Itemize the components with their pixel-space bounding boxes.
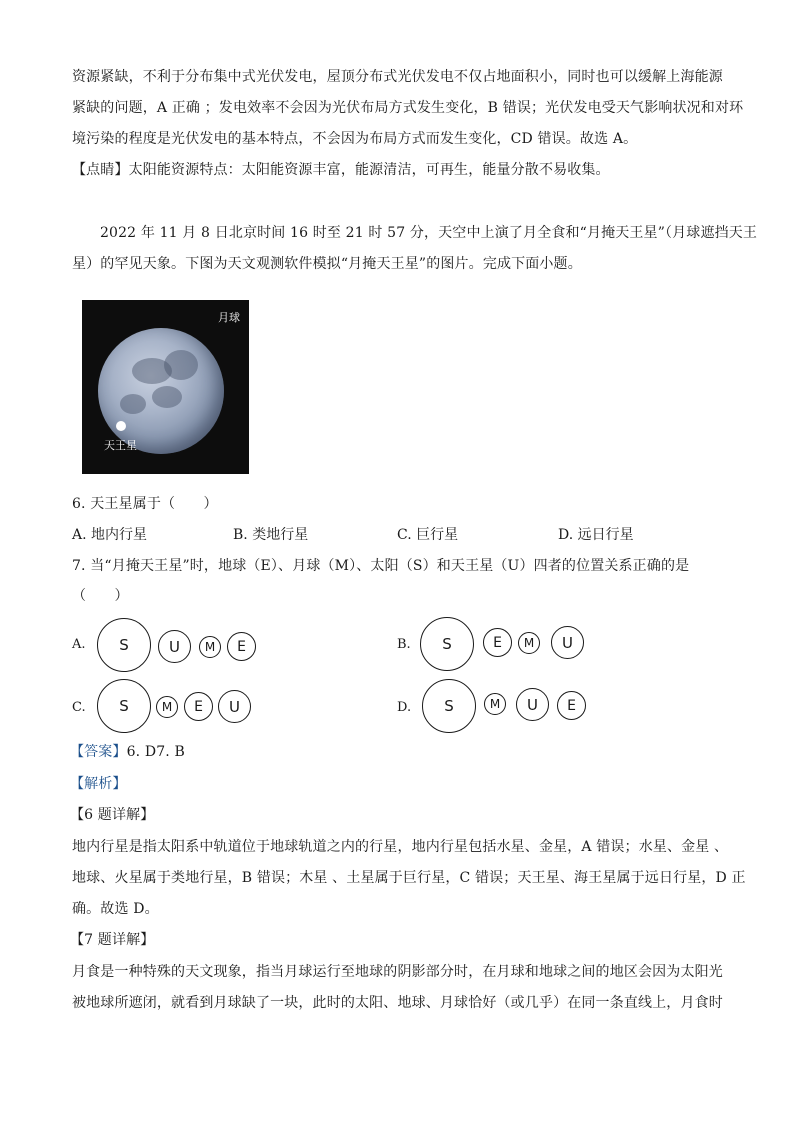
paragraph-line: 境污染的程度是光伏发电的基本特点，不会因为布局方式而发生变化，CD 错误。故选 A。 bbox=[72, 131, 638, 147]
earth-circle: E bbox=[483, 628, 512, 657]
sun-circle: S bbox=[422, 679, 476, 733]
q7-detail-line: 月食是一种特殊的天文现象，指当月球运行至地球的阴影部分时，在月球和地球之间的地区会因为太阳光 bbox=[72, 964, 723, 980]
uranus-label: 天王星 bbox=[104, 439, 137, 452]
tip-text: 太阳能资源特点：太阳能资源丰富，能源清洁，可再生，能量分散不易收集。 bbox=[128, 162, 610, 178]
q6-detail-label: 【6 题详解】 bbox=[70, 807, 155, 823]
answer-line bbox=[70, 743, 185, 761]
q7-option-d-label: D. bbox=[397, 700, 412, 715]
moon-circle: M bbox=[484, 693, 506, 715]
q6-options bbox=[72, 526, 732, 544]
intro-line: 2022 年 11 月 8 日北京时间 16 时至 21 时 57 分，天空中上演了月全食和“月掩天王星”（月球遮挡天王 bbox=[100, 225, 758, 241]
moon-circle: M bbox=[518, 632, 540, 654]
q7-stem: 7. 当“月掩天王星”时，地球（E）、月球（M）、太阳（S）和天王星（U）四者的位置关系正确的是 bbox=[72, 558, 690, 574]
intro-line: 星）的罕见天象。下图为天文观测软件模拟“月掩天王星”的图片。完成下面小题。 bbox=[72, 256, 582, 272]
q7-detail-line: 被地球所遮闭，就看到月球缺了一块，此时的太阳、地球、月球恰好（或几乎）在同一条直线上，月食时 bbox=[72, 995, 723, 1011]
q7-detail-label: 【7 题详解】 bbox=[70, 932, 155, 948]
q7-option-c-label: C. bbox=[72, 700, 86, 715]
moon-uranus-photo bbox=[82, 300, 249, 474]
answer-label: 【答案】 bbox=[70, 744, 127, 760]
moon-circle: M bbox=[156, 696, 178, 718]
earth-circle: E bbox=[227, 632, 256, 661]
moon-circle: M bbox=[199, 636, 221, 658]
q7-stem-bracket: （ ） bbox=[72, 588, 129, 604]
paragraph-line: 紧缺的问题，A 正确 ；发电效率不会因为光伏布局方式发生变化，B 错误；光伏发电受天气影响状况和对环 bbox=[72, 100, 744, 116]
sun-circle: S bbox=[97, 679, 151, 733]
uranus-circle: U bbox=[516, 688, 549, 721]
q6-stem: 6. 天王星属于（ ） bbox=[72, 496, 218, 512]
uranus-circle: U bbox=[551, 626, 584, 659]
earth-circle: E bbox=[184, 692, 213, 721]
q6-option-b: B. 类地行星 bbox=[233, 527, 309, 543]
q7-option-a-label: A. bbox=[72, 637, 86, 652]
answer-text: 6. D7. B bbox=[126, 744, 185, 760]
paragraph-line: 资源紧缺，不利于分布集中式光伏发电，屋顶分布式光伏发电不仅占地面积小，同时也可以缓解上海能源 bbox=[72, 69, 723, 85]
q6-detail-line: 地内行星是指太阳系中轨道位于地球轨道之内的行星，地内行星包括水星、金星，A 错误；水星、金星 、 bbox=[72, 839, 729, 855]
q7-option-b-label: B. bbox=[397, 637, 411, 652]
analysis-label: 【解析】 bbox=[70, 776, 127, 792]
q6-option-c: C. 巨行星 bbox=[397, 527, 459, 543]
uranus-circle: U bbox=[158, 630, 191, 663]
q6-option-d: D. 远日行星 bbox=[558, 527, 634, 543]
q6-option-a: A. 地内行星 bbox=[72, 527, 148, 543]
q6-detail-line: 地球、火星属于类地行星，B 错误；木星 、土星属于巨行星，C 错误；天王星、海王星属于远日行星，D 正 bbox=[72, 870, 746, 886]
moon-label: 月球 bbox=[218, 311, 240, 324]
moon-image bbox=[98, 328, 224, 454]
uranus-dot bbox=[116, 421, 126, 431]
sun-circle: S bbox=[420, 617, 474, 671]
tip-paragraph bbox=[72, 161, 610, 179]
q6-detail-line: 确。故选 D。 bbox=[72, 901, 159, 917]
sun-circle: S bbox=[97, 618, 151, 672]
uranus-circle: U bbox=[218, 690, 251, 723]
tip-label: 【点睛】 bbox=[72, 162, 129, 178]
earth-circle: E bbox=[557, 691, 586, 720]
